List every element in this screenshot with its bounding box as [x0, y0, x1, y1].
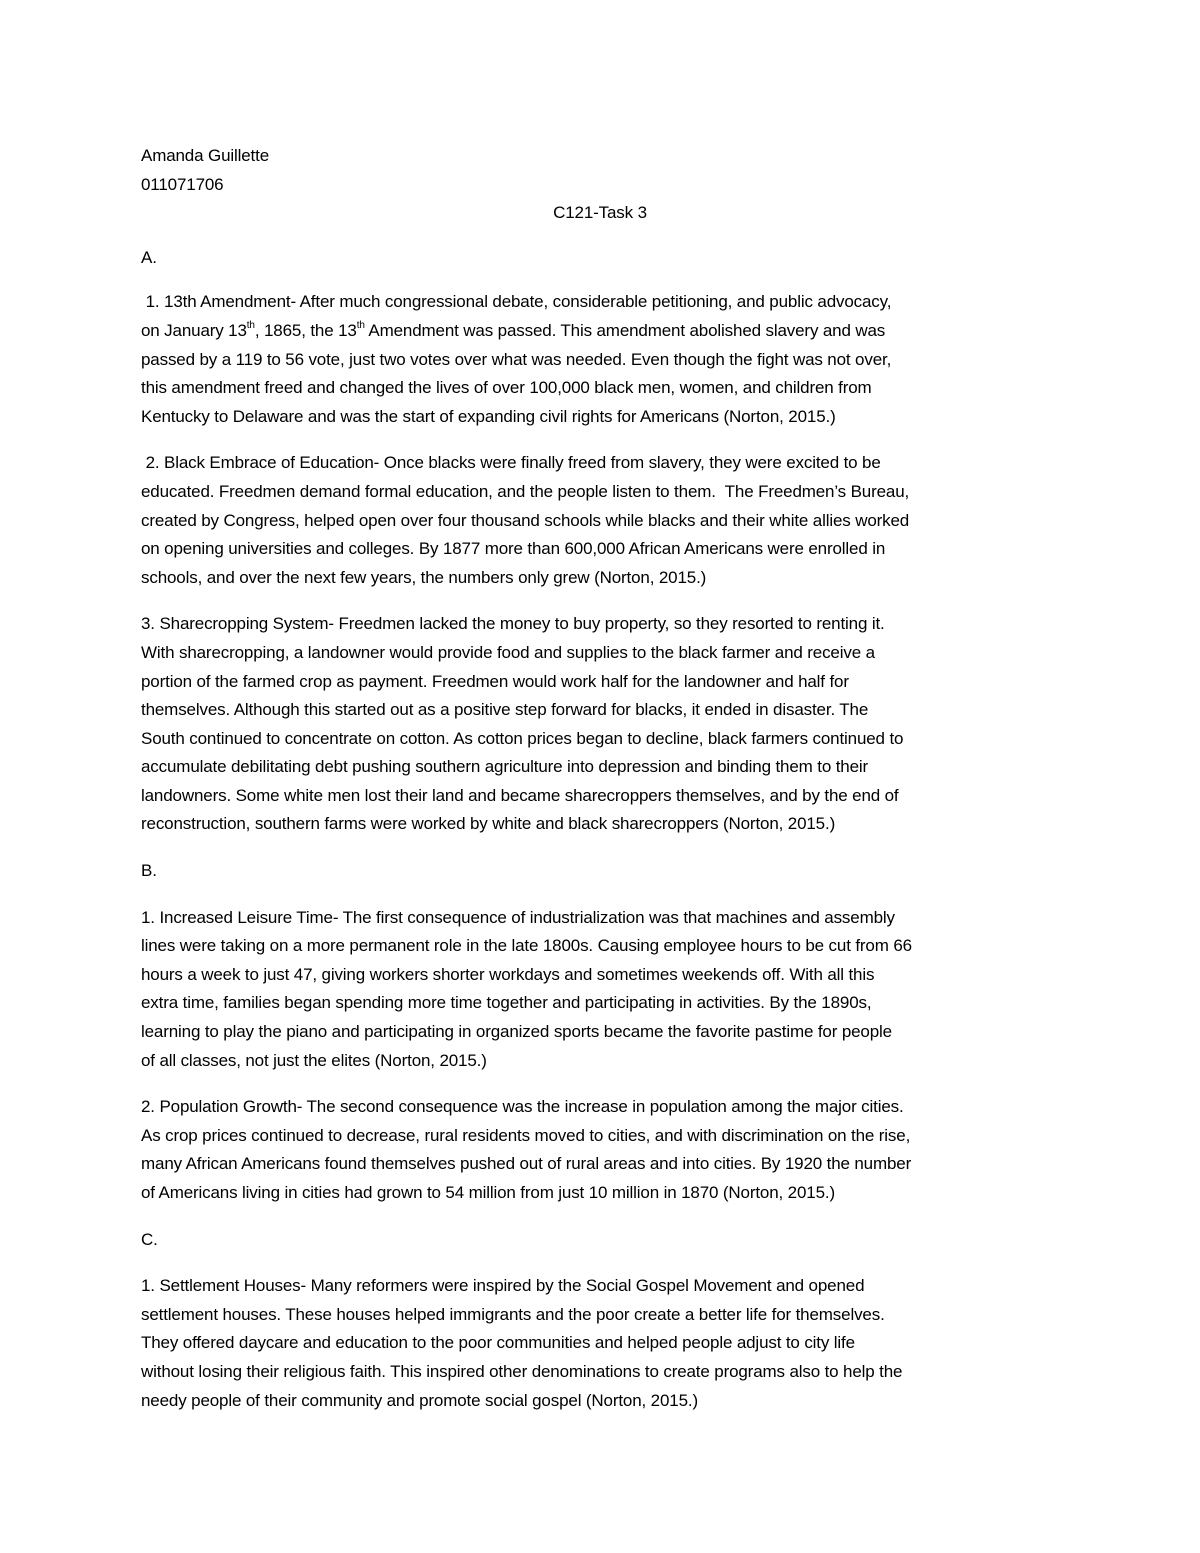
paragraph-line: 1. 13th Amendment- After much congressional debate, considerable petitioning, and public advocacy,	[141, 292, 892, 312]
paragraph-line: hours a week to just 47, giving workers shorter workdays and sometimes weekends off. With all this	[141, 964, 875, 984]
paragraph-line: settlement houses. These houses helped immigrants and the poor create a better life for themselves.	[141, 1304, 885, 1324]
document-title: C121-Task 3	[553, 203, 647, 223]
superscript: th	[356, 320, 365, 332]
paragraph-line: 1. Increased Leisure Time- The first consequence of industrialization was that machines and assembly	[141, 907, 895, 927]
paragraph-line: many African Americans found themselves pushed out of rural areas and into cities. By 1920 the number	[141, 1154, 912, 1174]
paragraph-line: created by Congress, helped open over four thousand schools while blacks and their white allies worked	[141, 510, 910, 530]
paragraph-line: learning to play the piano and participating in organized sports became the favorite pastime for people	[141, 1022, 892, 1042]
author-name: Amanda Guillette	[141, 146, 270, 165]
paragraph-line: schools, and over the next few years, the numbers only grew (Norton, 2015.)	[141, 567, 707, 587]
paragraph-line: extra time, families began spending more time together and participating in activities. By the 1890s,	[141, 993, 872, 1013]
section-heading-b: B.	[141, 861, 157, 881]
paragraph-line: lines were taking on a more permanent role in the late 1800s. Causing employee hours to be cut from 66	[141, 936, 912, 956]
paragraph-line: South continued to concentrate on cotton. As cotton prices began to decline, black farmers continued to	[141, 728, 904, 748]
text-run: on January 13	[141, 320, 247, 340]
paragraph-13th-amendment	[141, 288, 1061, 431]
paragraph-line: As crop prices continued to decrease, rural residents moved to cities, and with discrimination on the rise,	[141, 1125, 911, 1145]
paragraph-line: reconstruction, southern farms were worked by white and black sharecroppers (Norton, 2015.)	[141, 814, 836, 834]
paragraph-line: They offered daycare and education to the poor communities and helped people adjust to city life	[141, 1333, 855, 1353]
paragraph-line: accumulate debilitating debt pushing southern agriculture into depression and binding them to their	[141, 757, 869, 777]
paragraph-line: Kentucky to Delaware and was the start of expanding civil rights for Americans (Norton, 2015.)	[141, 406, 836, 426]
paragraph-line	[141, 317, 1061, 346]
section-heading-a: A.	[141, 247, 157, 267]
paragraph-black-embrace-education	[141, 449, 1061, 592]
document-body	[141, 142, 1061, 1415]
paragraph-line: 1. Settlement Houses- Many reformers were inspired by the Social Gospel Movement and opened	[141, 1276, 865, 1296]
paragraph-line: passed by a 119 to 56 vote, just two votes over what was needed. Even though the fight was not over,	[141, 349, 892, 369]
paragraph-line: of all classes, not just the elites (Norton, 2015.)	[141, 1050, 487, 1070]
text-run: Amendment was passed. This amendment abolished slavery and was	[364, 320, 886, 340]
text-run: , 1865, the 13	[254, 320, 357, 340]
paragraph-line: 2. Population Growth- The second consequence was the increase in population among the major cities.	[141, 1097, 904, 1117]
paragraph-line: on opening universities and colleges. By 1877 more than 600,000 African Americans were enrolled in	[141, 539, 886, 559]
paragraph-line: portion of the farmed crop as payment. Freedmen would work half for the landowner and half for	[141, 671, 849, 691]
paragraph-line: 3. Sharecropping System- Freedmen lacked the money to buy property, so they resorted to renting it.	[141, 614, 885, 634]
paragraph-line: needy people of their community and promote social gospel (Norton, 2015.)	[141, 1390, 698, 1410]
paragraph-line: without losing their religious faith. This inspired other denominations to create programs also to help the	[141, 1361, 903, 1381]
paragraph-line: this amendment freed and changed the lives of over 100,000 black men, women, and children from	[141, 378, 872, 398]
paragraph-increased-leisure-time	[141, 904, 1061, 1076]
paragraph-sharecropping-system	[141, 610, 1061, 839]
paragraph-line: 2. Black Embrace of Education- Once blacks were finally freed from slavery, they were excited to be	[141, 453, 881, 473]
paragraph-line: With sharecropping, a landowner would provide food and supplies to the black farmer and receive a	[141, 642, 875, 662]
paragraph-population-growth	[141, 1093, 1061, 1207]
student-id: 011071706	[141, 174, 224, 194]
paragraph-line: educated. Freedmen demand formal education, and the people listen to them. The Freedmen’s Bureau,	[141, 481, 910, 501]
paragraph-line: themselves. Although this started out as a positive step forward for blacks, it ended in disaster. The	[141, 700, 869, 720]
section-heading-c: C.	[141, 1229, 158, 1249]
paragraph-line: landowners. Some white men lost their land and became sharecroppers themselves, and by the end of	[141, 785, 899, 805]
superscript: th	[246, 320, 255, 332]
paragraph-line: of Americans living in cities had grown to 54 million from just 10 million in 1870 (Norton, 2015.)	[141, 1183, 835, 1202]
paragraph-settlement-houses	[141, 1272, 1061, 1415]
